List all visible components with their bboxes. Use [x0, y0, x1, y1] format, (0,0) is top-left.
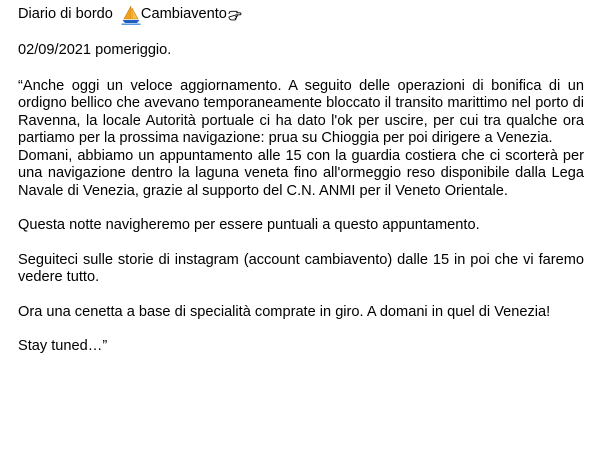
paragraph-instagram: Seguiteci sulle storie di instagram (account cambiavento) dalle 15 in poi che vi faremo vedere tutto.	[18, 251, 584, 285]
sailboat-icon	[121, 5, 141, 25]
paragraph-dinner: Ora una cenetta a base di specialità comprate in giro. A domani in quel di Venezia!	[18, 303, 551, 320]
paragraph-night-sailing: Questa notte navigheremo per essere puntuali a questo appuntamento.	[18, 217, 480, 233]
title-brand: Cambiavento	[140, 6, 227, 23]
document-title	[18, 5, 584, 25]
paragraph-departure: “Anche oggi un veloce aggiornamento. A seguito delle operazioni di bonifica di un ordigno bellico che avevano temporaneamente bloccato il transito marittimo nel porto di Ravenna, la locale Autorità portuale ci ha dato l'ok per uscire, per cui tra qualche ora partiamo per la prossima navigazione: prua su Chioggia per poi dirigere a Venezia.	[18, 77, 584, 146]
title-prefix: Diario di bordo	[18, 6, 113, 23]
pointing-hand-icon	[228, 7, 242, 23]
paragraph-appointment: Domani, abbiamo un appuntamento alle 15 con la guardia costiera che ci scorterà per una navigazione dentro la laguna veneta fino all'ormeggio reso disponibile dalla Lega Navale di Venezia, grazie al supporto del C.N. ANMI per il Veneto Orientale.	[18, 147, 584, 199]
document-body	[18, 5, 584, 356]
date-line: 02/09/2021 pomeriggio.	[18, 42, 172, 58]
paragraph-signoff: Stay tuned…”	[18, 338, 108, 354]
